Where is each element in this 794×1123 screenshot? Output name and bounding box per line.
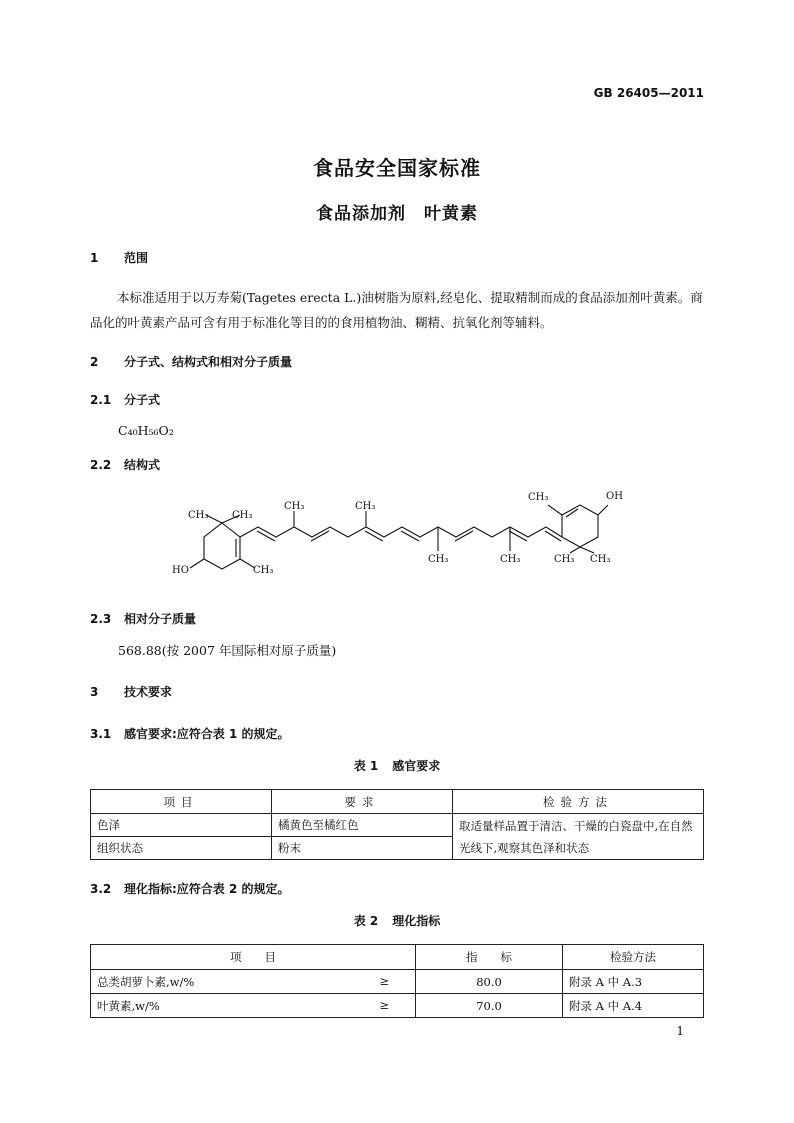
ch3-label: CH₃ [284,501,305,512]
table-cell [91,994,416,1018]
ch3-label: CH₃ [554,554,575,565]
section-2-3-heading [90,610,196,627]
section-title: 结构式 [124,458,161,472]
document-title: 食品安全国家标准 [313,156,481,180]
table-cell: 附录 A 中 A.4 [563,994,704,1018]
section-3-2-heading [90,880,290,897]
table-cell: 橘黄色至橘红色 [272,814,453,837]
section-number: 2.3 [90,612,112,626]
table-2-caption [0,912,794,929]
section-title: 技术要求 [124,685,173,699]
column-header: 项目 [91,790,272,814]
table-header-row [91,945,704,970]
table-row [91,814,704,837]
item-name: 叶黄素,w/% [97,998,160,1013]
molecular-weight: 568.88(按 2007 年国际相对原子质量) [118,643,337,658]
ch3-label: CH₃ [232,510,253,521]
column-header: 项 目 [91,945,416,970]
table-row [91,970,704,994]
section-number: 1 [90,251,99,265]
ch3-label: CH₃ [428,554,449,565]
physicochemical-indices-table [90,944,704,1018]
hydroxyl-label: OH [606,491,623,502]
section-number: 2 [90,355,99,369]
ch3-label: CH₃ [355,501,376,512]
section-number: 3 [90,685,99,699]
table-row [91,994,704,1018]
section-number: 3.1 [90,727,112,741]
section-3-1-heading [90,725,290,742]
table-caption-text: 理化指标 [392,914,441,928]
ch3-label: CH₃ [590,554,611,565]
section-3-heading [90,683,172,700]
table-cell: 色泽 [91,814,272,837]
document-subtitle: 食品添加剂 叶黄素 [316,204,478,224]
table-cell: 组织状态 [91,837,272,860]
table-1-caption [0,757,794,774]
table-cell [91,970,416,994]
column-header: 指 标 [416,945,563,970]
column-header: 要求 [272,790,453,814]
section-title: 相对分子质量 [124,612,197,626]
section-number: 3.2 [90,882,112,896]
ch3-label: CH₃ [253,565,274,576]
table-header-row [91,790,704,814]
standard-code: GB 26405—2011 [593,86,704,100]
hydroxyl-label: HO [172,565,189,576]
table-caption-text: 感官要求 [392,759,441,773]
table-number: 表 2 [353,914,379,928]
table-cell: 粉末 [272,837,453,860]
column-header: 检验方法 [563,945,704,970]
section-title: 感官要求:应符合表 1 的规定。 [124,727,290,741]
ch3-label: CH₃ [528,492,549,503]
molecular-formula: C₄₀H₅₆O₂ [118,423,174,438]
table-cell: 取适量样品置于清洁、干燥的白瓷盘中,在自然光线下,观察其色泽和状态 [453,814,704,860]
item-name: 总类胡萝卜素,w/% [97,974,195,989]
section-title: 分子式、结构式和相对分子质量 [124,355,293,369]
table-cell: 70.0 [416,994,563,1018]
section-1-text: 本标准适用于以万寿菊(Tagetes erecta L.)油树脂为原料,经皂化、提取精制而成的食品添加剂叶黄素。商品化的叶黄素产品可含有用于标准化等目的的食用植物油、糊精、抗氧化剂等辅料。 [90,290,703,330]
comparison-sign: ≥ [379,973,389,988]
ch3-label: CH₃ [188,510,209,521]
table-number: 表 1 [353,759,379,773]
section-title: 理化指标:应符合表 2 的规定。 [124,882,290,896]
page-number: 1 [676,1024,684,1038]
section-number: 2.1 [90,393,112,407]
section-number: 2.2 [90,458,112,472]
comparison-sign: ≥ [379,997,389,1012]
table-cell: 附录 A 中 A.3 [563,970,704,994]
column-header: 检验方法 [453,790,704,814]
section-title: 分子式 [124,393,161,407]
table-cell: 80.0 [416,970,563,994]
section-title: 范围 [124,251,149,265]
sensory-requirements-table [90,789,704,860]
ch3-label: CH₃ [500,554,521,565]
